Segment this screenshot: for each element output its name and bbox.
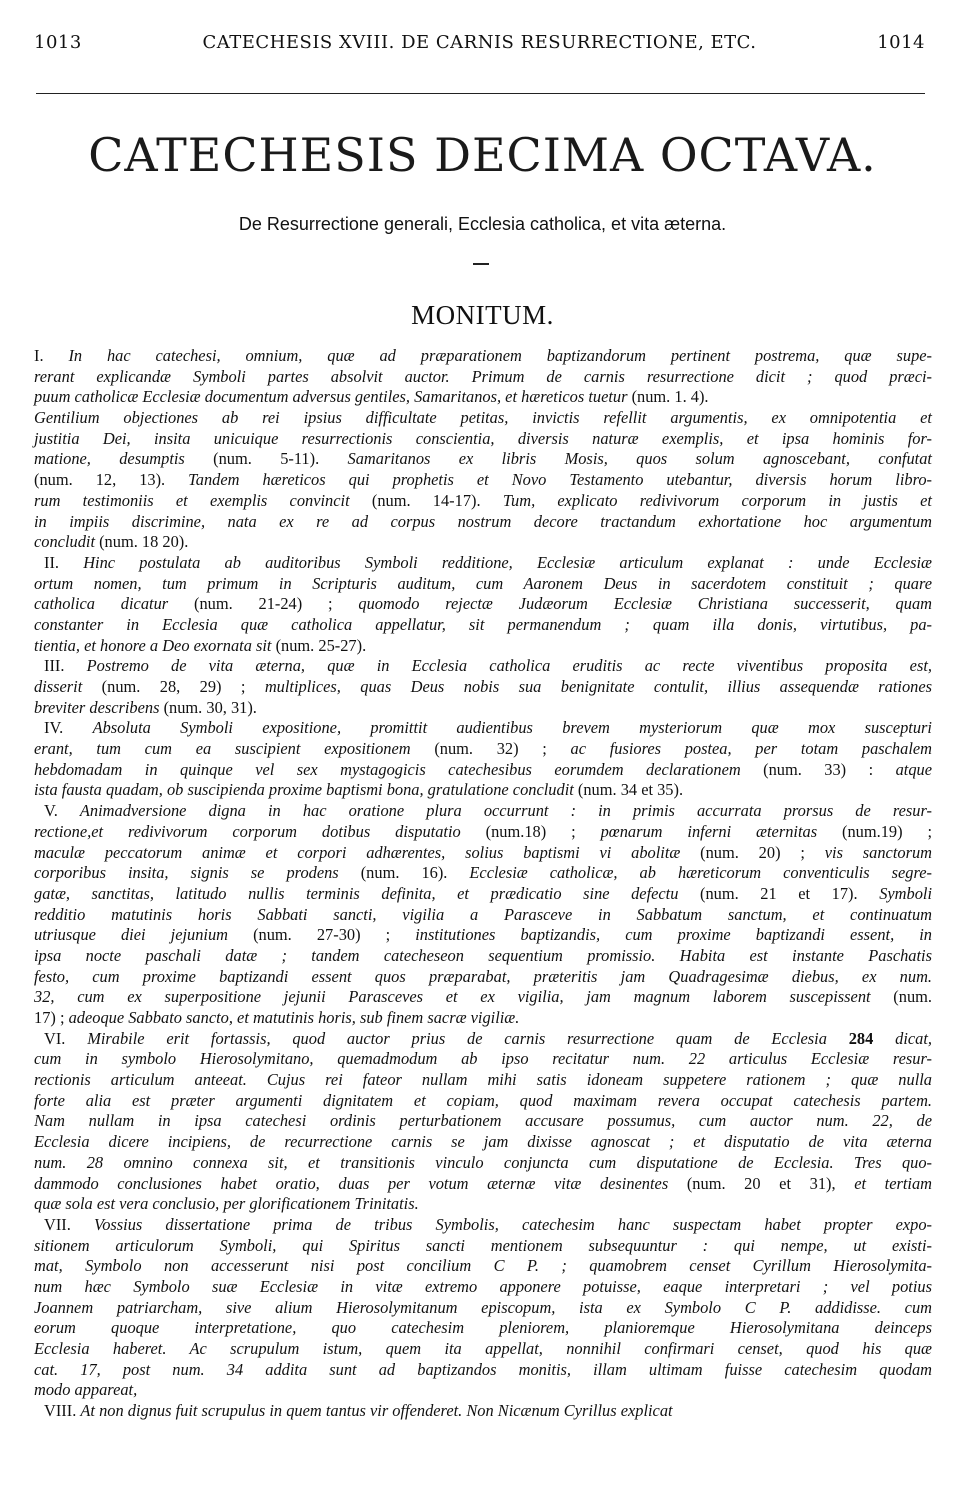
text-line bbox=[34, 1256, 932, 1277]
text-run: (num. 20 et 31), bbox=[686, 1173, 855, 1193]
text-line bbox=[34, 1236, 932, 1257]
text-run: Gentilium objectiones ab rei ipsius difficultate petitas, invictis refellit argumentis, ex omnipotentia et bbox=[34, 408, 932, 428]
text-run: (num. 12, 13). bbox=[34, 470, 189, 490]
text-run: num hæc Symbolo suæ Ecclesiæ in vitæ extremo apponere potuisse, eaque interpretari ; vel potius bbox=[34, 1276, 932, 1296]
text-run: multiplices, quas Deus nobis sua benignitate contulit, illius assequendæ rationes bbox=[264, 677, 932, 696]
text-run: Postremo de vita æterna, quæ in Ecclesia catholica eruditis ac recte viventibus proposita est, bbox=[86, 656, 932, 676]
text-line bbox=[34, 574, 932, 595]
text-run: VII. bbox=[44, 1214, 94, 1234]
text-line bbox=[34, 1298, 932, 1319]
text-run: corporibus insita, signis se prodens bbox=[34, 863, 361, 883]
text-run: VI. bbox=[44, 1028, 88, 1048]
text-line bbox=[34, 449, 932, 470]
text-line bbox=[34, 367, 932, 388]
text-run: tientia, et honore a Deo exornata sit bbox=[34, 635, 276, 655]
text-run: justitia Dei, insita unicuique resurrectionis conscientia, diversis naturæ exemplis, et ipsa hominis for- bbox=[34, 428, 932, 448]
text-line bbox=[34, 491, 932, 512]
text-run: pœnarum inferni æternitas bbox=[600, 821, 842, 841]
text-run: constanter in Ecclesia quæ catholica appellatur, sit permanendum ; quam illa donis, virtutibus, pa- bbox=[34, 614, 932, 634]
text-line bbox=[34, 1318, 932, 1339]
text-run: et tertiam bbox=[854, 1173, 932, 1193]
text-line bbox=[34, 470, 932, 491]
text-line bbox=[34, 1360, 932, 1381]
text-line bbox=[34, 615, 932, 636]
text-run: ista fausta quadam, ob suscipienda proxime baptismi bona, gratulatione concludit bbox=[34, 780, 578, 800]
text-run: forte alia est præter argumenti dignitatem et copiam, quod maximam revera occupat catechesis partem. bbox=[34, 1090, 932, 1110]
text-run: IV. bbox=[44, 718, 93, 738]
text-line bbox=[34, 532, 932, 553]
text-run: 32, cum ex superpositione jejunii Parasceves et ex vigilia, jam magnum laborem suscepissent bbox=[34, 987, 894, 1007]
text-line bbox=[34, 1153, 932, 1174]
text-line bbox=[34, 1049, 932, 1070]
text-run: (num. 16). bbox=[360, 863, 470, 883]
text-run: breviter describens bbox=[34, 697, 164, 717]
text-run: (num. 14-17). bbox=[371, 490, 503, 510]
text-line bbox=[34, 801, 932, 822]
text-line bbox=[34, 863, 932, 884]
text-run: cum in symbolo Hierosolymitano, quemadmodum ab ipso recitatur num. 22 articulus Ecclesiæ resur- bbox=[34, 1049, 932, 1069]
running-title: CATECHESIS XVIII. DE CARNIS RESURRECTIONE, ETC. bbox=[202, 32, 757, 53]
text-line bbox=[34, 780, 932, 801]
text-run: vis sanctorum bbox=[824, 842, 932, 862]
text-run: ipsa nocte paschali datæ ; tandem catecheseon sequentium promissio. Habita est instante Paschatis bbox=[34, 945, 932, 965]
text-run: puum catholicæ Ecclesiæ documentum adversus gentiles, Samaritanos, et hæreticos tuetur bbox=[34, 387, 632, 407]
text-line bbox=[34, 512, 932, 533]
text-run: erant, tum cum ea suscipient expositionem bbox=[34, 739, 435, 759]
text-run: adeoque Sabbato sancto, et matutinis horis, sub finem sacræ vigiliæ. bbox=[68, 1008, 520, 1027]
page-subtitle: De Resurrectione generali, Ecclesia catholica, et vita æterna. bbox=[238, 214, 727, 234]
text-line bbox=[34, 1008, 932, 1029]
text-run: VIII. bbox=[44, 1401, 81, 1421]
text-line bbox=[34, 1194, 932, 1215]
text-line bbox=[34, 739, 932, 760]
text-run: (num. 34 et 35). bbox=[577, 780, 684, 800]
text-run: Ecclesia dicere incipiens, de recurrectione carnis se jam dixisse agnoscat ; et disputatio de vita æterna bbox=[34, 1132, 932, 1152]
text-run: Tum, explicato redivivorum corporum in justis et bbox=[502, 490, 932, 510]
text-run: (num. 32) ; bbox=[434, 739, 571, 759]
text-line bbox=[34, 594, 932, 615]
text-run: Tandem hæreticos qui prophetis et Novo Testamento utebantur, diversis horum libro- bbox=[188, 470, 932, 490]
text-run: Joannem patriarcham, sive alium Hierosolymitanum episcopum, ista ex Symbolo C P. addidisse. cum bbox=[34, 1297, 932, 1317]
text-line bbox=[34, 760, 932, 781]
text-run: Ecclesiæ catholicæ, ab hæreticorum conventiculis segre- bbox=[469, 863, 933, 883]
text-run: concludit bbox=[34, 532, 100, 552]
text-line bbox=[34, 1174, 932, 1195]
text-line bbox=[34, 987, 932, 1008]
text-run: quæ sola est vera conclusio, per glorificationem Trinitatis. bbox=[34, 1194, 419, 1214]
text-line bbox=[34, 677, 932, 698]
text-line bbox=[34, 884, 932, 905]
text-run: institutiones baptizandis, cum proxime baptizandi essent, in bbox=[415, 925, 932, 945]
text-run: 17) ; bbox=[34, 1008, 69, 1027]
text-line bbox=[34, 1380, 932, 1401]
text-run: (num. bbox=[893, 987, 932, 1007]
text-run: rerant explicandæ Symboli partes absolvit auctor. Primum de carnis resurrectione dicit ; quod præci- bbox=[34, 366, 932, 386]
text-run: in impiis discrimine, nata ex re ad corpus nostrum decore tractandum exhortatione hoc argumentum bbox=[34, 511, 932, 531]
text-line bbox=[34, 1091, 932, 1112]
text-run: eorum quoque interpretatione, quo catechesim pleniorem, planioremque Hierosolymitana deinceps bbox=[34, 1318, 932, 1338]
text-run: atque bbox=[895, 759, 932, 779]
text-run: rum testimoniis et exemplis convincit bbox=[34, 490, 372, 510]
text-run: matione, desumptis bbox=[34, 449, 214, 469]
text-run: dammodo conclusiones habet oratio, duas per votum æternæ vitæ desinentes bbox=[34, 1173, 687, 1193]
text-line bbox=[34, 429, 932, 450]
text-line bbox=[34, 698, 932, 719]
text-run: 284 bbox=[848, 1028, 874, 1048]
text-line bbox=[34, 387, 932, 408]
text-run: (num. 30, 31). bbox=[163, 697, 257, 717]
text-run: Vossius dissertatione prima de tribus Symbolis, catechesim hanc suspectam habet propter expo- bbox=[94, 1214, 932, 1234]
text-line bbox=[34, 967, 932, 988]
text-run: ortum nomen, tum primum in Scripturis auditum, cum Aaronem Deus in sacerdotem constituit ; quare bbox=[34, 573, 932, 593]
text-run: In hac catechesi, omnium, quæ ad præparationem baptizandorum pertinent postrema, quæ supe- bbox=[68, 346, 932, 365]
text-run: catholica dicatur bbox=[34, 594, 194, 614]
text-run: dicat, bbox=[873, 1028, 932, 1048]
text-run: (num. 20) ; bbox=[700, 842, 825, 862]
text-line bbox=[34, 718, 932, 739]
text-run: modo appareat, bbox=[34, 1380, 138, 1400]
text-line bbox=[34, 946, 932, 967]
text-run: (num.18) ; bbox=[485, 821, 601, 841]
text-run: gatæ, sanctitas, latitudo nullis terminis definita, et prædicatio sine defectu bbox=[34, 883, 701, 903]
text-run: Mirabile erit fortassis, quod auctor prius de carnis resurrectione quam de Ecclesia bbox=[87, 1028, 849, 1048]
text-line bbox=[34, 925, 932, 946]
column-number-right: 1014 bbox=[877, 32, 925, 53]
text-line bbox=[34, 636, 932, 657]
text-run: Nam nullam in ipsa catechesi ordinis perturbationem accusare possumus, cum auctor num. 22, de bbox=[34, 1111, 932, 1131]
text-line bbox=[34, 905, 932, 926]
text-line bbox=[34, 822, 932, 843]
text-run: At non dignus fuit scrupulus in quem tantus vir offenderet. Non Nicænum Cyrillus explicat bbox=[80, 1401, 673, 1421]
text-line bbox=[34, 408, 932, 429]
text-run: festo, cum proxime baptizandi essent quos præparabat, præteritis jam Quadragesimæ diebus, ex num. bbox=[34, 966, 932, 986]
text-run: hebdomadam in quinque vel sex mystagogicis catechesibus eorumdem declarationem bbox=[34, 759, 764, 779]
text-run: utriusque diei jejunium bbox=[34, 925, 254, 945]
text-run: Samaritanos ex libris Mosis, quos solum agnoscebant, confutat bbox=[347, 449, 932, 469]
text-run: (num. 21 et 17). bbox=[700, 883, 880, 903]
running-header bbox=[34, 32, 925, 60]
text-run: I. bbox=[34, 346, 69, 365]
text-line bbox=[34, 1111, 932, 1132]
text-run: rectionis articulum anteeat. Cujus rei fateor nullam mihi satis idoneam suppetere rationem ; quæ nulla bbox=[34, 1070, 932, 1090]
text-run: Absoluta Symboli expositione, promittit audientibus brevem mysteriorum quæ mox suscepturi bbox=[92, 718, 932, 738]
header-rule bbox=[36, 93, 925, 94]
text-run: (num. 27-30) ; bbox=[253, 925, 416, 945]
text-run: maculæ peccatorum animæ et corpori adhærentes, solius baptismi vi abolitæ bbox=[34, 842, 701, 862]
page-title: CATECHESIS DECIMA OCTAVA. bbox=[88, 128, 877, 182]
section-heading: MONITUM. bbox=[411, 300, 554, 330]
separator-dash bbox=[473, 263, 489, 265]
text-run: (num. 33) : bbox=[763, 759, 896, 779]
text-line bbox=[34, 1215, 932, 1236]
text-run: (num. 5-11). bbox=[213, 449, 348, 469]
text-line bbox=[34, 1339, 932, 1360]
text-line bbox=[34, 1029, 932, 1050]
text-run: (num. 18 20). bbox=[99, 532, 189, 552]
text-run: (num. 21-24) ; bbox=[193, 594, 359, 614]
text-run: Symboli bbox=[879, 883, 932, 903]
text-line bbox=[34, 346, 932, 367]
text-run: quomodo rejectæ Judæorum Ecclesiæ Christiana successerit, quam bbox=[358, 594, 932, 614]
text-run: Animadversione digna in hac oratione plura occurrunt : in primis accurrata prorsus de resur- bbox=[79, 801, 932, 821]
text-run: num. 28 omnino connexa sit, et transitionis vinculo conjuncta cum disputatione de Ecclesia. Tres quo- bbox=[34, 1152, 932, 1172]
monitum-body bbox=[34, 346, 932, 1422]
text-run: Hinc postulata ab auditoribus Symboli redditione, Ecclesiæ articulum explanat : unde Ecclesiæ bbox=[83, 552, 932, 572]
text-run: II. bbox=[44, 552, 84, 572]
text-run: cat. 17, post num. 34 addita sunt ad baptizandos monitis, illam ultimam fuisse catechesim quodam bbox=[34, 1359, 932, 1379]
text-line bbox=[34, 1277, 932, 1298]
text-run: V. bbox=[44, 801, 80, 821]
text-run: rectione,et redivivorum corporum dotibus disputatio bbox=[34, 821, 486, 841]
text-run: mat, Symbolo non accesserunt nisi post concilium C P. ; quamobrem censet Cyrillum Hierosolymita- bbox=[34, 1256, 932, 1276]
text-line bbox=[34, 843, 932, 864]
column-number-left: 1013 bbox=[34, 32, 82, 53]
text-run: sitionem articulorum Symboli, qui Spiritus sancti mentionem subsequuntur : qui nempe, ut existi- bbox=[34, 1235, 932, 1255]
text-run: (num.19) ; bbox=[842, 821, 933, 841]
text-run: (num. 1. 4). bbox=[631, 387, 709, 407]
text-run: Ecclesia haberet. Ac scrupulum istum, quem ita appellat, nonnihil confirmari censet, quod his quæ bbox=[34, 1339, 932, 1358]
text-line bbox=[34, 1070, 932, 1091]
text-run: (num. 25-27). bbox=[275, 635, 367, 655]
text-run: redditio matutinis horis Sabbati sancti, vigilia a Parasceve in Sabbatum sanctum, et continuatum bbox=[34, 904, 932, 924]
text-line bbox=[34, 1401, 932, 1422]
text-run: ac fusiores postea, per totam paschalem bbox=[570, 739, 932, 759]
text-run: III. bbox=[44, 656, 87, 676]
text-run: (num. 28, 29) ; bbox=[101, 677, 265, 696]
text-line bbox=[34, 1132, 932, 1153]
text-line bbox=[34, 553, 932, 574]
text-run: disserit bbox=[34, 677, 102, 696]
text-line bbox=[34, 656, 932, 677]
